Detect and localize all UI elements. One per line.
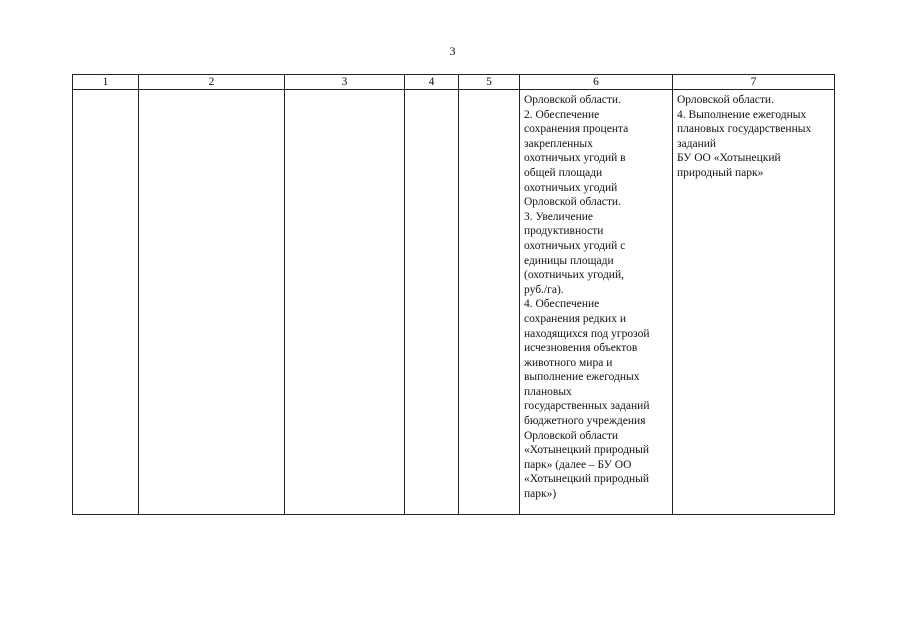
cell-col3 xyxy=(285,90,405,515)
cell-col1-text xyxy=(73,90,138,93)
cell-col4-text xyxy=(405,90,458,93)
column-header-2: 2 xyxy=(139,75,285,90)
cell-col2-text xyxy=(139,90,284,93)
table-row xyxy=(73,90,835,515)
cell-col5 xyxy=(459,90,520,515)
cell-col7 xyxy=(673,90,835,515)
cell-col6-text: Орловской области. 2. Обеспечение сохранения процента закрепленных охотничьих угодий в общей площади охотничьих угодий Орловской области. 3. Увеличение продуктивности охотничьих угодий с единицы площади (охотничьих угодий, руб./га). 4. Обеспечение сохранения редких и находящихся под угрозой исчезновения объектов животного мира и выполнение ежегодных плановых государственных заданий бюджетного учреждения Орловской области «Хотынецкий природный парк» (далее – БУ ОО «Хотынецкий природный парк») xyxy=(524,94,650,501)
cell-col5-text xyxy=(459,90,519,93)
column-header-3: 3 xyxy=(285,75,405,90)
cell-col2 xyxy=(139,90,285,515)
column-header-7: 7 xyxy=(673,75,835,90)
cell-col1 xyxy=(73,90,139,515)
column-header-1: 1 xyxy=(73,75,139,90)
column-header-4: 4 xyxy=(405,75,459,90)
page-number: 3 xyxy=(449,44,456,58)
cell-col3-text xyxy=(285,90,404,93)
data-table xyxy=(72,74,835,515)
cell-col4 xyxy=(405,90,459,515)
cell-col7-text: Орловской области. 4. Выполнение ежегодных плановых государственных заданий БУ ОО «Хотынецкий природный парк» xyxy=(677,94,812,179)
column-header-5: 5 xyxy=(459,75,520,90)
column-header-6: 6 xyxy=(520,75,673,90)
table-header-row xyxy=(73,75,835,90)
cell-col6 xyxy=(520,90,673,515)
